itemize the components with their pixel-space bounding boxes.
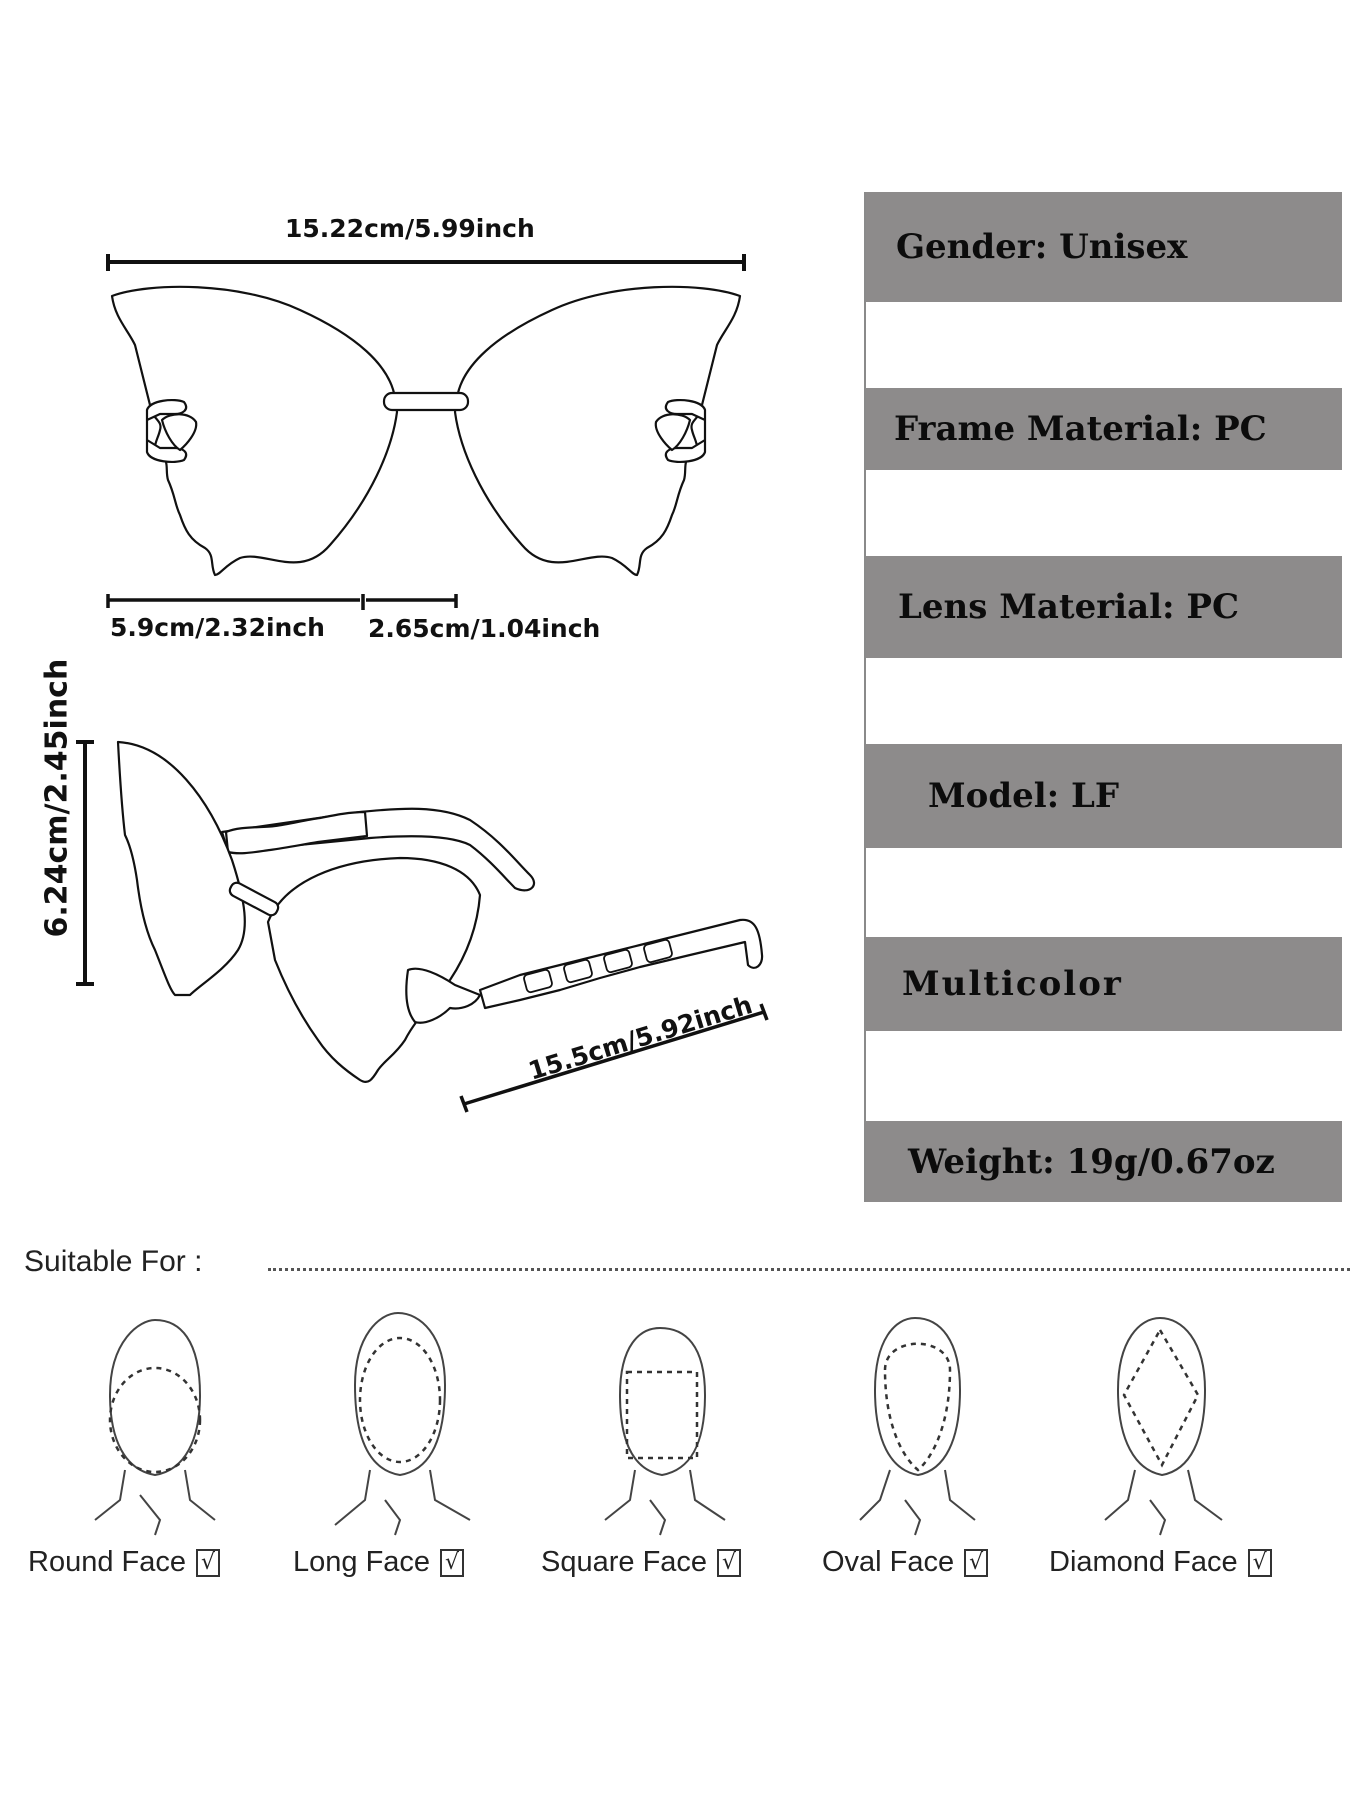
face-option-long: [293, 1546, 464, 1579]
square-face-label: Square Face: [541, 1546, 708, 1578]
face-option-round: [28, 1546, 220, 1579]
face-option-square: [541, 1546, 741, 1579]
square-face-icon: [605, 1328, 725, 1535]
round-face-label: Round Face: [28, 1546, 186, 1578]
face-option-oval: [822, 1546, 988, 1579]
spec-gender: Gender: Unisex: [896, 227, 1188, 267]
long-face-label: Long Face: [293, 1546, 431, 1578]
spec-weight: Weight: 19g/0.67oz: [908, 1141, 1275, 1182]
round-face-checkbox: √: [196, 1549, 220, 1577]
oval-face-checkbox: √: [964, 1549, 988, 1577]
spec-frame-material: Frame Material: PC: [894, 409, 1267, 449]
face-option-diamond: [1049, 1546, 1272, 1579]
bridge-width-label: 2.65cm/1.04inch: [368, 614, 601, 643]
round-face-icon: [95, 1320, 215, 1535]
total-width-label: 15.22cm/5.99inch: [285, 214, 535, 243]
diamond-face-label: Diamond Face: [1049, 1546, 1238, 1578]
temple-length-label: 15.5cm/5.92inch: [525, 990, 756, 1086]
oval-face-label: Oval Face: [822, 1546, 955, 1578]
long-face-checkbox: √: [440, 1549, 464, 1577]
lens-width-label: 5.9cm/2.32inch: [110, 613, 325, 642]
oval-face-icon: [860, 1318, 975, 1535]
long-face-icon: [335, 1313, 470, 1535]
lens-height-label: 6.24cm/2.45inch: [39, 658, 75, 938]
spec-lens-material: Lens Material: PC: [898, 587, 1240, 627]
square-face-checkbox: √: [717, 1549, 741, 1577]
suitable-for-title: Suitable For :: [24, 1245, 203, 1278]
diamond-face-icon: [1105, 1318, 1222, 1535]
spec-color: Multicolor: [902, 964, 1123, 1004]
diamond-face-checkbox: √: [1248, 1549, 1272, 1577]
spec-model: Model: LF: [928, 776, 1120, 816]
